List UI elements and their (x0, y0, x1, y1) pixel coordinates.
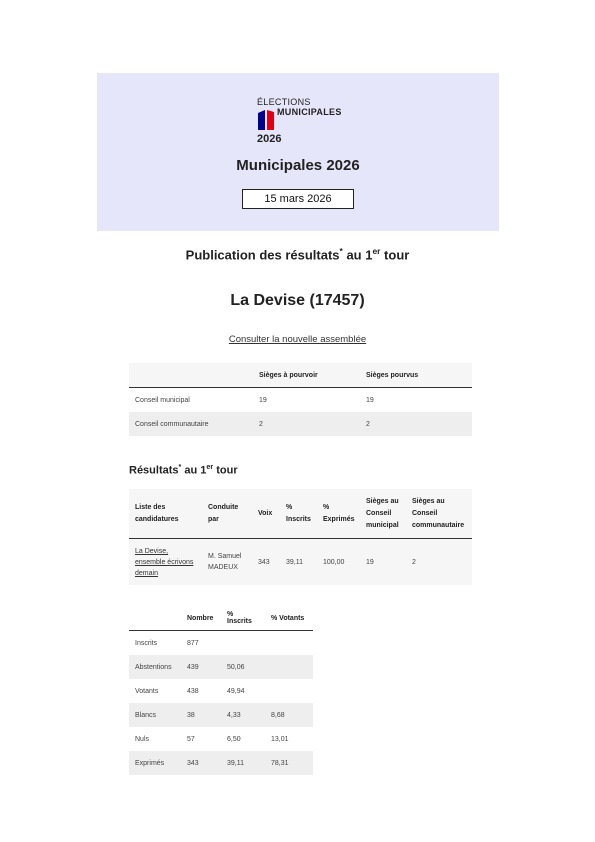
table-row (129, 539, 472, 586)
table-cell: 78,31 (265, 751, 313, 775)
table-row (129, 388, 472, 413)
logo-year: 2026 (257, 133, 282, 145)
results-title-prefix: Résultats (129, 464, 179, 477)
table-cell: Exprimés (129, 751, 181, 775)
table-header: Liste des candidatures (129, 489, 202, 539)
table-cell: 57 (187, 735, 195, 743)
table-row (129, 727, 313, 751)
table-cell (265, 631, 313, 656)
table-cell: 438 (187, 687, 199, 695)
publication-title-mid: au 1 (342, 247, 373, 263)
list-name-link[interactable]: La Devise, ensemble écrivons demain (135, 547, 194, 577)
table-cell: 877 (187, 639, 199, 647)
table-header: Nombre (181, 606, 221, 631)
table-header: % Exprimés (317, 489, 360, 539)
table-cell: 100,00 (317, 539, 360, 586)
table-header-row (129, 363, 472, 388)
table-cell: Blancs (129, 703, 181, 727)
table-header (129, 363, 253, 388)
table-cell: 38 (181, 703, 221, 727)
table-cell: Votants (135, 687, 159, 695)
table-cell: 2 (360, 412, 472, 436)
seats-table (129, 363, 472, 436)
table-cell: 19 (360, 539, 406, 586)
table-cell (129, 539, 202, 586)
election-date: 15 mars 2026 (242, 189, 354, 209)
table-header: % Votants (265, 606, 313, 631)
table-cell: M. Samuel MADEUX (202, 539, 252, 586)
table-cell: 2 (406, 539, 472, 586)
table-header: % Inscrits (280, 489, 317, 539)
table-header-row (129, 489, 472, 539)
table-header: Sièges pourvus (360, 363, 472, 388)
ordinal-suffix: er (372, 246, 381, 256)
table-cell: Nuls (135, 735, 150, 743)
table-header: Voix (252, 489, 280, 539)
table-header-row (129, 606, 313, 631)
table-row (129, 631, 313, 656)
table-row (129, 655, 313, 679)
consult-link-wrapper (0, 334, 595, 345)
results-table (129, 489, 472, 585)
table-cell: Abstentions (129, 655, 181, 679)
table-header: Conduite par (202, 489, 252, 539)
table-cell: 343 (181, 751, 221, 775)
table-cell: Inscrits (135, 639, 158, 647)
consult-assembly-link[interactable]: Consulter la nouvelle assemblée (228, 334, 367, 345)
table-cell: 8,68 (265, 703, 313, 727)
table-row (129, 679, 313, 703)
table-cell: Conseil municipal (135, 396, 190, 404)
table-cell: 39,11 (280, 539, 317, 586)
commune-title: La Devise (17457) (230, 292, 365, 309)
table-header: Sièges à pourvoir (253, 363, 360, 388)
results-title (129, 463, 238, 477)
results-title-suffix: tour (213, 464, 238, 477)
french-flag-icon (258, 110, 274, 130)
elections-logo (257, 97, 357, 147)
table-cell: Conseil communautaire (129, 412, 253, 436)
footnote-star: * (178, 463, 182, 471)
table-header: Sièges au Conseil municipal (360, 489, 406, 539)
publication-title-suffix: tour (380, 247, 410, 263)
publication-title (0, 246, 595, 262)
results-title-mid: au 1 (181, 464, 207, 477)
banner-title: Municipales 2026 (236, 157, 360, 174)
table-cell: 39,11 (221, 751, 265, 775)
table-cell: 19 (259, 396, 267, 404)
table-row (129, 412, 472, 436)
header-banner (97, 73, 499, 231)
table-cell: 4,33 (221, 703, 265, 727)
table-header: Sièges au Conseil communautaire (406, 489, 472, 539)
publication-title-prefix: Publication des résultats (185, 247, 340, 263)
table-cell: 2 (253, 412, 360, 436)
table-cell: 50,06 (221, 655, 265, 679)
footnote-star: * (339, 246, 343, 256)
table-cell (265, 655, 313, 679)
table-cell: 13,01 (271, 735, 289, 743)
participation-table (129, 606, 313, 775)
table-cell: 49,94 (227, 687, 245, 695)
table-cell: 439 (181, 655, 221, 679)
table-header (129, 606, 181, 631)
table-cell: 19 (366, 396, 374, 404)
logo-line-municipales: MUNICIPALES (277, 107, 342, 117)
table-row (129, 751, 313, 775)
table-row (129, 703, 313, 727)
table-cell: 343 (252, 539, 280, 586)
table-cell (221, 631, 265, 656)
table-cell (265, 679, 313, 703)
table-header: % Inscrits (221, 606, 265, 631)
table-cell: 6,50 (227, 735, 241, 743)
logo-line-elections: ÉLECTIONS (257, 97, 311, 107)
ordinal-suffix: er (206, 463, 214, 471)
